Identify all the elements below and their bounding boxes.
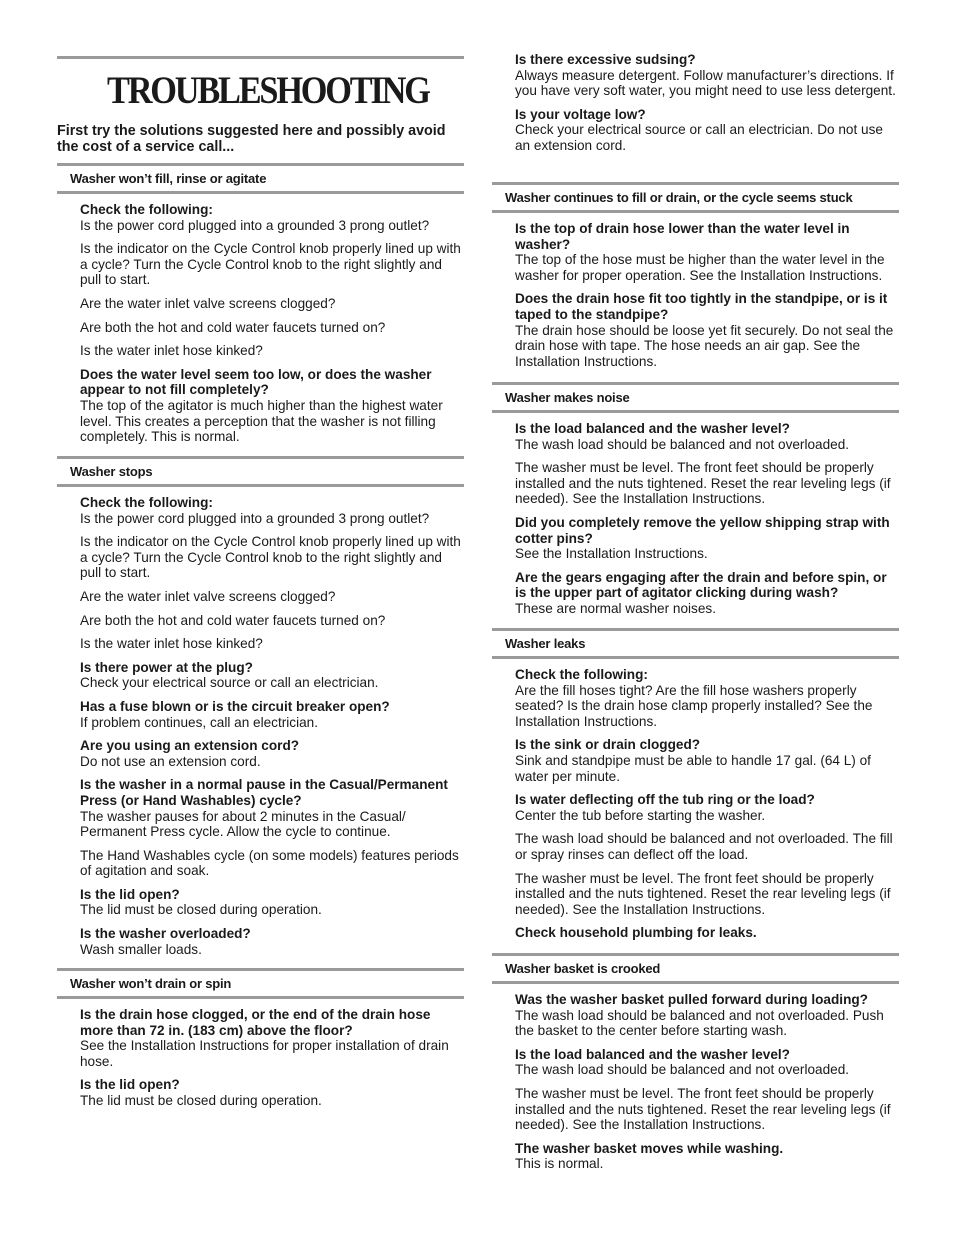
troubleshooting-entry xyxy=(515,831,899,862)
entry-answer: The wash load should be balanced and not overloaded. The fill or spray rinses can deflect off the load. xyxy=(515,831,893,862)
page-title: TROUBLESHOOTING xyxy=(107,69,429,112)
entry-answer: The washer must be level. The front feet should be properly installed and the nuts tightened. Reset the rear leveling legs (if needed). See the Installation Instructions. xyxy=(515,870,891,917)
troubleshooting-entry xyxy=(80,926,464,957)
entry-answer: Always measure detergent. Follow manufacturer’s directions. If you have very soft water, you might need to use less detergent. xyxy=(515,67,896,99)
entry-answer: Is the indicator on the Cycle Control knob properly lined up with a cycle? Turn the Cycle Control knob to the right slightly and pull to start. xyxy=(80,241,461,288)
entry-answer: Wash smaller loads. xyxy=(80,941,202,957)
troubleshooting-section xyxy=(57,163,464,453)
troubleshooting-entry xyxy=(80,534,464,581)
entry-answer: Check your electrical source or call an electrician. xyxy=(80,675,379,691)
troubleshooting-entry xyxy=(515,992,899,1039)
entry-question: Check the following: xyxy=(80,202,213,217)
entry-question: Check household plumbing for leaks. xyxy=(515,925,757,941)
entry-answer: The wash load should be balanced and not overloaded. xyxy=(515,436,850,452)
entry-question: Is the drain hose clogged, or the end of the drain hose more than 72 in. (183 cm) above the floor? xyxy=(80,1007,431,1038)
troubleshooting-entry xyxy=(80,241,464,288)
entry-question: Is there power at the plug? xyxy=(80,659,253,675)
entry-list xyxy=(492,659,899,941)
troubleshooting-entry xyxy=(515,792,899,823)
entry-answer: See the Installation Instructions. xyxy=(515,546,708,562)
entry-answer: See the Installation Instructions for proper installation of drain hose. xyxy=(80,1038,449,1069)
troubleshooting-section xyxy=(492,628,899,949)
section-heading: Washer leaks xyxy=(492,628,899,659)
troubleshooting-entry xyxy=(515,515,899,562)
entry-question: Are the gears engaging after the drain and before spin, or is the upper part of agitator clicking during wash? xyxy=(515,569,887,601)
section-heading: Washer basket is crooked xyxy=(492,953,899,984)
entry-list xyxy=(57,999,464,1109)
entry-answer: These are normal washer noises. xyxy=(515,600,716,616)
entry-answer: Is the power cord plugged into a grounded 3 prong outlet? xyxy=(80,510,430,526)
entry-question: Check the following: xyxy=(515,667,648,682)
troubleshooting-entry xyxy=(80,613,464,629)
troubleshooting-entry xyxy=(80,495,464,526)
troubleshooting-entry xyxy=(515,570,899,617)
entry-question: Is water deflecting off the tub ring or the load? xyxy=(515,792,815,808)
troubleshooting-entry xyxy=(80,343,464,359)
troubleshooting-entry xyxy=(80,296,464,312)
entry-answer: The wash load should be balanced and not overloaded. Push the basket to the center before starting wash. xyxy=(515,1007,884,1039)
entry-question: Is the lid open? xyxy=(80,1077,180,1093)
entry-answer: Check your electrical source or call an electrician. Do not use an extension cord. xyxy=(515,122,883,153)
entry-answer: The drain hose should be loose yet fit securely. Do not seal the drain hose with tape. The hose needs an air gap. See the Installation Instructions. xyxy=(515,322,894,369)
troubleshooting-section xyxy=(492,382,899,625)
section-heading: Washer continues to fill or drain, or the cycle seems stuck xyxy=(492,182,899,213)
troubleshooting-entry xyxy=(80,202,464,233)
entry-question: Check the following: xyxy=(80,495,213,510)
entry-question: Is the sink or drain clogged? xyxy=(515,737,701,753)
entry-answer: The top of the agitator is much higher than the highest water level. This creates a perception that the washer is not filling completely. This is normal. xyxy=(80,397,443,445)
entry-question: Are you using an extension cord? xyxy=(80,738,300,754)
troubleshooting-section xyxy=(492,953,899,1180)
entry-question: Is the washer in a normal pause in the Casual/Permanent Press (or Hand Washables) cycle? xyxy=(80,777,448,808)
entry-answer: Is the water inlet hose kinked? xyxy=(80,636,263,652)
troubleshooting-entry xyxy=(80,320,464,336)
entry-answer: Is the power cord plugged into a grounded 3 prong outlet? xyxy=(80,217,430,233)
entry-question: Is the load balanced and the washer level? xyxy=(515,1046,790,1062)
entry-list xyxy=(492,52,899,154)
troubleshooting-entry xyxy=(80,660,464,691)
troubleshooting-entry xyxy=(515,107,899,154)
entry-question: Is there excessive sudsing? xyxy=(515,52,696,67)
entry-list xyxy=(492,413,899,617)
entry-list xyxy=(57,194,464,445)
troubleshooting-entry xyxy=(80,887,464,918)
entry-list xyxy=(492,984,899,1172)
entry-answer: The top of the hose must be higher than the water level in the washer for proper operation. See the Installation Instructions. xyxy=(515,252,885,283)
entry-question: Was the washer basket pulled forward during loading? xyxy=(515,992,868,1007)
entry-list xyxy=(492,213,899,369)
entry-question: Did you completely remove the yellow shipping strap with cotter pins? xyxy=(515,514,890,546)
entry-question: Is the top of drain hose lower than the water level in washer? xyxy=(515,221,850,252)
entry-question: Is your voltage low? xyxy=(515,106,646,122)
troubleshooting-entry xyxy=(80,636,464,652)
entry-answer: Are the water inlet valve screens clogged? xyxy=(80,295,336,311)
entry-answer: This is normal. xyxy=(515,1156,604,1172)
entry-answer: The Hand Washables cycle (on some models) features periods of agitation and soak. xyxy=(80,847,459,879)
entry-answer: Are both the hot and cold water faucets turned on? xyxy=(80,612,386,628)
troubleshooting-entry xyxy=(515,291,899,369)
title-rule xyxy=(57,56,464,59)
troubleshooting-entry xyxy=(515,52,899,99)
entry-question: Is the lid open? xyxy=(80,886,180,902)
section-heading: Washer won’t fill, rinse or agitate xyxy=(57,163,464,194)
entry-question: Does the water level seem too low, or does the washer appear to not fill completely? xyxy=(80,366,432,398)
section-heading: Washer makes noise xyxy=(492,382,899,413)
troubleshooting-entry xyxy=(515,1047,899,1078)
troubleshooting-entry xyxy=(80,738,464,769)
troubleshooting-section xyxy=(57,968,464,1117)
troubleshooting-entry xyxy=(515,460,899,507)
section-heading: Washer won’t drain or spin xyxy=(57,968,464,999)
entry-answer: Sink and standpipe must be able to handle 17 gal. (64 L) of water per minute. xyxy=(515,752,871,784)
section-heading: Washer stops xyxy=(57,456,464,487)
troubleshooting-entry xyxy=(80,777,464,839)
entry-answer: If problem continues, call an electrician. xyxy=(80,714,319,730)
entry-question: Has a fuse blown or is the circuit breaker open? xyxy=(80,698,390,714)
entry-answer: The washer must be level. The front feet should be properly installed and the nuts tightened. Reset the rear leveling legs (if needed). See the Installation Instructions. xyxy=(515,1085,891,1133)
entry-answer: Is the indicator on the Cycle Control knob properly lined up with a cycle? Turn the Cycle Control knob to the right slightly and pull to start. xyxy=(80,534,461,581)
entry-list xyxy=(57,487,464,957)
entry-question: The washer basket moves while washing. xyxy=(515,1140,784,1156)
troubleshooting-entry xyxy=(515,221,899,283)
entry-question: Is the load balanced and the washer level? xyxy=(515,421,790,436)
entry-answer: The washer must be level. The front feet should be properly installed and the nuts tightened. Reset the rear leveling legs (if needed). See the Installation Instructions. xyxy=(515,460,891,507)
troubleshooting-entry xyxy=(515,1086,899,1133)
troubleshooting-section xyxy=(492,182,899,377)
entry-answer: Are the fill hoses tight? Are the fill hose washers properly seated? Is the drain hose clamp properly installed? See the Installation Instructions. xyxy=(515,682,873,729)
entry-answer: The lid must be closed during operation. xyxy=(80,902,322,918)
troubleshooting-entry xyxy=(515,737,899,784)
entry-answer: Are the water inlet valve screens clogged? xyxy=(80,588,336,604)
troubleshooting-entry xyxy=(515,871,899,918)
entry-answer: Is the water inlet hose kinked? xyxy=(80,343,263,359)
troubleshooting-entry xyxy=(515,925,899,941)
troubleshooting-entry xyxy=(80,699,464,730)
troubleshooting-entry xyxy=(515,421,899,452)
entry-answer: The lid must be closed during operation. xyxy=(80,1092,322,1108)
entry-answer: The washer pauses for about 2 minutes in the Casual/ Permanent Press cycle. Allow the cycle to continue. xyxy=(80,808,406,840)
entry-answer: Center the tub before starting the washer. xyxy=(515,807,766,823)
troubleshooting-entry xyxy=(80,1077,464,1108)
troubleshooting-entry xyxy=(80,848,464,879)
troubleshooting-entry xyxy=(515,667,899,729)
intro-text: First try the solutions suggested here and possibly avoid the cost of a service call... xyxy=(57,123,446,155)
entry-question: Does the drain hose fit too tightly in the standpipe, or is it taped to the standpipe? xyxy=(515,291,888,322)
continued-entries xyxy=(492,52,899,162)
troubleshooting-entry xyxy=(515,1141,899,1172)
troubleshooting-entry xyxy=(80,367,464,445)
entry-answer: Do not use an extension cord. xyxy=(80,753,261,769)
entry-answer: The wash load should be balanced and not overloaded. xyxy=(515,1062,850,1078)
troubleshooting-section xyxy=(57,456,464,965)
entry-answer: Are both the hot and cold water faucets turned on? xyxy=(80,319,386,335)
troubleshooting-entry xyxy=(80,589,464,605)
troubleshooting-entry xyxy=(80,1007,464,1069)
entry-question: Is the washer overloaded? xyxy=(80,926,251,942)
